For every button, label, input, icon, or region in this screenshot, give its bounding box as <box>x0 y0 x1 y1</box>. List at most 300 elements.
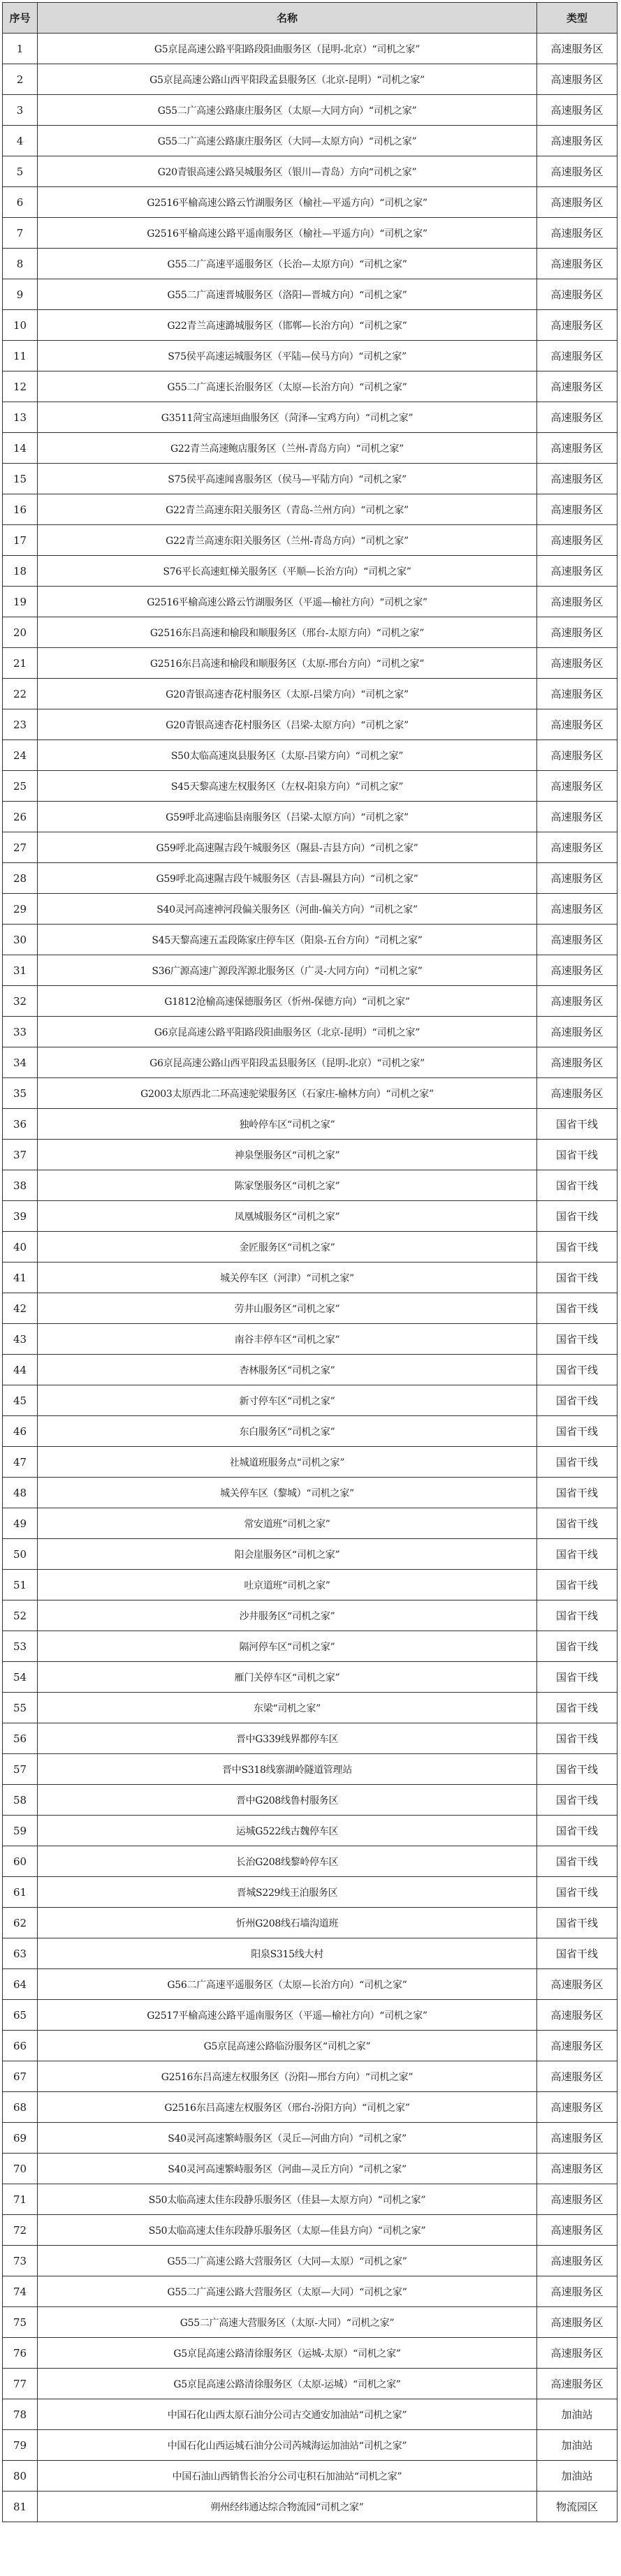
row-type: 国省干线 <box>537 1293 618 1324</box>
row-name: 劳井山服务区“司机之家” <box>38 1293 537 1324</box>
row-name: G2516东吕高速和榆段和顺服务区（太原-邢台方向）“司机之家” <box>38 648 537 679</box>
row-type: 国省干线 <box>537 1938 618 1969</box>
row-name: 独岭停车区“司机之家” <box>38 1109 537 1140</box>
row-name: G22青兰高速东阳关服务区（兰州-青岛方向）“司机之家” <box>38 525 537 556</box>
row-name: 忻州G208线石墙沟道班 <box>38 1908 537 1938</box>
header-name: 名称 <box>38 3 537 34</box>
table-row <box>3 64 618 95</box>
row-type: 高速服务区 <box>537 341 618 371</box>
table-row <box>3 1170 618 1201</box>
row-name: G20青银高速杏花村服务区（太原-吕梁方向）“司机之家” <box>38 679 537 709</box>
row-name: 运城G522线古魏停车区 <box>38 1816 537 1846</box>
table-row <box>3 1508 618 1539</box>
row-name: G3511菏宝高速垣曲服务区（菏泽—宝鸡方向）“司机之家” <box>38 402 537 433</box>
row-name: G22青兰高速东阳关服务区（青岛-兰州方向）“司机之家” <box>38 494 537 525</box>
table-row <box>3 1785 618 1816</box>
row-name: G2516东吕高速左权服务区（邢台-汾阳方向）“司机之家” <box>38 2092 537 2123</box>
table-row <box>3 1447 618 1478</box>
row-name: G22青兰高速潞城服务区（邯郸—长治方向）“司机之家” <box>38 310 537 341</box>
row-type: 高速服务区 <box>537 402 618 433</box>
row-type: 高速服务区 <box>537 126 618 156</box>
row-index: 27 <box>3 832 38 863</box>
table-row <box>3 310 618 341</box>
row-type: 高速服务区 <box>537 525 618 556</box>
row-type: 国省干线 <box>537 1140 618 1170</box>
row-name: G20青银高速杏花村服务区（吕梁-太原方向）“司机之家” <box>38 709 537 740</box>
row-name: 城关停车区（河津）“司机之家” <box>38 1263 537 1293</box>
row-index: 41 <box>3 1263 38 1293</box>
table-row <box>3 156 618 187</box>
row-type: 高速服务区 <box>537 2276 618 2307</box>
table-row <box>3 126 618 156</box>
row-name: G2516平榆高速公路平遥南服务区（榆社—平遥方向）“司机之家” <box>38 218 537 249</box>
row-index: 3 <box>3 95 38 126</box>
row-name: 阳会崖服务区“司机之家” <box>38 1539 537 1570</box>
table-row <box>3 802 618 832</box>
row-index: 63 <box>3 1938 38 1969</box>
row-type: 国省干线 <box>537 1170 618 1201</box>
table-row <box>3 894 618 925</box>
row-name: G1812沧榆高速保德服务区（忻州-保德方向）“司机之家” <box>38 986 537 1017</box>
row-type: 高速服务区 <box>537 832 618 863</box>
row-type: 高速服务区 <box>537 2000 618 2031</box>
row-name: 东白服务区“司机之家” <box>38 1416 537 1447</box>
row-index: 58 <box>3 1785 38 1816</box>
row-index: 33 <box>3 1017 38 1047</box>
row-index: 16 <box>3 494 38 525</box>
row-index: 51 <box>3 1570 38 1600</box>
row-name: G59呼北高速隰吉段午城服务区（吉县-隰县方向）“司机之家” <box>38 863 537 894</box>
row-name: S50太临高速太佳东段静乐服务区（太原—佳县方向）“司机之家” <box>38 2215 537 2246</box>
table-row <box>3 1263 618 1293</box>
row-type: 国省干线 <box>537 1508 618 1539</box>
row-name: G59呼北高速隰吉段午城服务区（隰县-吉县方向）“司机之家” <box>38 832 537 863</box>
row-index: 43 <box>3 1324 38 1355</box>
row-name: 社城道班服务点“司机之家” <box>38 1447 537 1478</box>
row-type: 国省干线 <box>537 1723 618 1754</box>
row-name: 新寸停车区“司机之家” <box>38 1385 537 1416</box>
row-index: 45 <box>3 1385 38 1416</box>
row-type: 国省干线 <box>537 1447 618 1478</box>
row-name: S36广源高速广源段浑源北服务区（广灵-大同方向）“司机之家” <box>38 955 537 986</box>
table-row <box>3 863 618 894</box>
row-type: 国省干线 <box>537 1201 618 1232</box>
row-name: G5京昆高速公路清徐服务区（运城-太原）“司机之家” <box>38 2338 537 2369</box>
table-header <box>3 3 618 34</box>
row-type: 高速服务区 <box>537 1078 618 1109</box>
row-name: G55二广高速公路康庄服务区（大同—太原方向）“司机之家” <box>38 126 537 156</box>
table-row <box>3 1385 618 1416</box>
row-index: 53 <box>3 1631 38 1662</box>
row-name: G5京昆高速公路平阳路段阳曲服务区（昆明-北京）“司机之家” <box>38 34 537 64</box>
row-name: G55二广高速公路大营服务区（太原—大同）“司机之家” <box>38 2276 537 2307</box>
row-type: 高速服务区 <box>537 2123 618 2154</box>
row-type: 高速服务区 <box>537 371 618 402</box>
table-row <box>3 2338 618 2369</box>
table-row <box>3 1047 618 1078</box>
row-index: 52 <box>3 1600 38 1631</box>
row-type: 国省干线 <box>537 1754 618 1785</box>
row-index: 54 <box>3 1662 38 1693</box>
row-name: 神泉堡服务区“司机之家” <box>38 1140 537 1170</box>
row-type: 国省干线 <box>537 1785 618 1816</box>
service-stations-table <box>2 2 618 2522</box>
row-index: 37 <box>3 1140 38 1170</box>
row-type: 国省干线 <box>537 1846 618 1877</box>
row-index: 26 <box>3 802 38 832</box>
table-row <box>3 2092 618 2123</box>
row-index: 56 <box>3 1723 38 1754</box>
table-row <box>3 218 618 249</box>
row-name: G5京昆高速公路山西平阳段孟县服务区（北京-昆明）“司机之家” <box>38 64 537 95</box>
table-row <box>3 1324 618 1355</box>
table-row <box>3 1478 618 1508</box>
row-index: 68 <box>3 2092 38 2123</box>
table-row <box>3 1908 618 1938</box>
row-type: 国省干线 <box>537 1816 618 1846</box>
row-type: 高速服务区 <box>537 894 618 925</box>
row-type: 高速服务区 <box>537 709 618 740</box>
row-name: 南谷丰停车区“司机之家” <box>38 1324 537 1355</box>
table-row <box>3 955 618 986</box>
table-row <box>3 1109 618 1140</box>
row-type: 高速服务区 <box>537 2031 618 2061</box>
row-index: 39 <box>3 1201 38 1232</box>
table-row <box>3 34 618 64</box>
table-row <box>3 2123 618 2154</box>
row-name: G55二广高速长治服务区（太原—长治方向）“司机之家” <box>38 371 537 402</box>
row-index: 64 <box>3 1969 38 2000</box>
row-name: 晋中G208线鲁村服务区 <box>38 1785 537 1816</box>
row-type: 加油站 <box>537 2430 618 2461</box>
table-row <box>3 1969 618 2000</box>
table-row <box>3 433 618 464</box>
row-index: 75 <box>3 2307 38 2338</box>
row-index: 28 <box>3 863 38 894</box>
table-row <box>3 986 618 1017</box>
row-index: 38 <box>3 1170 38 1201</box>
row-name: 中国石油山西销售长治分公司屯积石加油站“司机之家” <box>38 2461 537 2492</box>
row-type: 高速服务区 <box>537 955 618 986</box>
table-row <box>3 1078 618 1109</box>
row-name: S75侯平高速运城服务区（平陆—侯马方向）“司机之家” <box>38 341 537 371</box>
table-row <box>3 1846 618 1877</box>
row-index: 2 <box>3 64 38 95</box>
row-type: 高速服务区 <box>537 740 618 771</box>
row-index: 36 <box>3 1109 38 1140</box>
table-row <box>3 1600 618 1631</box>
table-row <box>3 1140 618 1170</box>
table-row <box>3 1816 618 1846</box>
row-type: 高速服务区 <box>537 218 618 249</box>
row-type: 高速服务区 <box>537 464 618 494</box>
row-type: 高速服务区 <box>537 679 618 709</box>
row-index: 5 <box>3 156 38 187</box>
row-type: 加油站 <box>537 2399 618 2430</box>
row-name: S40灵河高速繁峙服务区（河曲—灵丘方向）“司机之家” <box>38 2154 537 2184</box>
row-type: 高速服务区 <box>537 2307 618 2338</box>
row-type: 高速服务区 <box>537 2369 618 2399</box>
row-index: 50 <box>3 1539 38 1570</box>
row-index: 9 <box>3 279 38 310</box>
table-row <box>3 187 618 218</box>
row-name: 常安道班“司机之家” <box>38 1508 537 1539</box>
row-type: 高速服务区 <box>537 2246 618 2276</box>
table-row <box>3 95 618 126</box>
table-row <box>3 279 618 310</box>
table-row <box>3 1877 618 1908</box>
row-index: 35 <box>3 1078 38 1109</box>
row-name: G2516东吕高速和榆段和顺服务区（邢台-太原方向）“司机之家” <box>38 617 537 648</box>
row-type: 高速服务区 <box>537 2061 618 2092</box>
table-row <box>3 1938 618 1969</box>
row-name: G2517平榆高速公路平遥南服务区（平遥—榆社方向）“司机之家” <box>38 2000 537 2031</box>
row-name: G2516东吕高速左权服务区（汾阳—邢台方向）“司机之家” <box>38 2061 537 2092</box>
row-index: 57 <box>3 1754 38 1785</box>
row-index: 40 <box>3 1232 38 1263</box>
row-type: 高速服务区 <box>537 64 618 95</box>
table-body <box>3 34 618 2522</box>
table-row <box>3 709 618 740</box>
row-index: 67 <box>3 2061 38 2092</box>
table-row <box>3 556 618 587</box>
table-row <box>3 648 618 679</box>
row-index: 72 <box>3 2215 38 2246</box>
row-index: 80 <box>3 2461 38 2492</box>
row-type: 高速服务区 <box>537 2215 618 2246</box>
table-row <box>3 1293 618 1324</box>
row-name: G20青银高速公路吴城服务区（银川—青岛）方向“司机之家” <box>38 156 537 187</box>
table-row <box>3 341 618 371</box>
row-type: 高速服务区 <box>537 925 618 955</box>
row-name: 晋中S318线寨湖岭隧道管理站 <box>38 1754 537 1785</box>
row-index: 29 <box>3 894 38 925</box>
row-index: 20 <box>3 617 38 648</box>
table-row <box>3 1693 618 1723</box>
table-row <box>3 249 618 279</box>
row-name: G55二广高速晋城服务区（洛阳—晋城方向）“司机之家” <box>38 279 537 310</box>
table-row <box>3 1723 618 1754</box>
table-row <box>3 1631 618 1662</box>
row-type: 高速服务区 <box>537 2184 618 2215</box>
table-row <box>3 1539 618 1570</box>
row-index: 62 <box>3 1908 38 1938</box>
row-name: 城关停车区（黎城）“司机之家” <box>38 1478 537 1508</box>
row-name: 凤凰城服务区“司机之家” <box>38 1201 537 1232</box>
row-type: 国省干线 <box>537 1693 618 1723</box>
row-index: 15 <box>3 464 38 494</box>
row-name: G55二广高速公路大营服务区（大同—太原）“司机之家” <box>38 2246 537 2276</box>
row-type: 国省干线 <box>537 1232 618 1263</box>
row-name: 阳泉S315线大村 <box>38 1938 537 1969</box>
table-row <box>3 587 618 617</box>
table-row <box>3 1201 618 1232</box>
row-type: 高速服务区 <box>537 279 618 310</box>
row-index: 44 <box>3 1355 38 1385</box>
row-name: S50太临高速岚县服务区（太原-吕梁方向）“司机之家” <box>38 740 537 771</box>
row-type: 高速服务区 <box>537 1017 618 1047</box>
row-name: S45天黎高速左权服务区（左权-阳泉方向）“司机之家” <box>38 771 537 802</box>
row-name: G55二广高速公路康庄服务区（太原—大同方向）“司机之家” <box>38 95 537 126</box>
row-index: 71 <box>3 2184 38 2215</box>
row-type: 国省干线 <box>537 1539 618 1570</box>
row-type: 高速服务区 <box>537 494 618 525</box>
table-row <box>3 771 618 802</box>
row-name: 晋中G339线界都停车区 <box>38 1723 537 1754</box>
row-type: 高速服务区 <box>537 802 618 832</box>
row-type: 高速服务区 <box>537 187 618 218</box>
row-type: 高速服务区 <box>537 617 618 648</box>
row-name: 隔河停车区“司机之家” <box>38 1631 537 1662</box>
row-type: 高速服务区 <box>537 2092 618 2123</box>
row-index: 46 <box>3 1416 38 1447</box>
row-type: 高速服务区 <box>537 34 618 64</box>
row-index: 47 <box>3 1447 38 1478</box>
row-name: G56二广高速平遥服务区（太原—长治方向）“司机之家” <box>38 1969 537 2000</box>
row-index: 55 <box>3 1693 38 1723</box>
table-row <box>3 2000 618 2031</box>
row-index: 78 <box>3 2399 38 2430</box>
header-type: 类型 <box>537 3 618 34</box>
row-index: 79 <box>3 2430 38 2461</box>
row-index: 76 <box>3 2338 38 2369</box>
table-row <box>3 1662 618 1693</box>
table-row <box>3 2184 618 2215</box>
row-name: 长治G208线黎岭停车区 <box>38 1846 537 1877</box>
row-type: 国省干线 <box>537 1600 618 1631</box>
header-row <box>3 3 618 34</box>
table-row <box>3 2307 618 2338</box>
row-type: 国省干线 <box>537 1877 618 1908</box>
row-name: 中国石化山西运城石油分公司芮城海运加油站“司机之家” <box>38 2430 537 2461</box>
row-index: 21 <box>3 648 38 679</box>
row-name: G2516平榆高速公路云竹湖服务区（平遥—榆社方向）“司机之家” <box>38 587 537 617</box>
row-type: 高速服务区 <box>537 95 618 126</box>
row-index: 25 <box>3 771 38 802</box>
table-row <box>3 402 618 433</box>
row-index: 11 <box>3 341 38 371</box>
row-index: 74 <box>3 2276 38 2307</box>
row-index: 65 <box>3 2000 38 2031</box>
row-type: 高速服务区 <box>537 249 618 279</box>
table-row <box>3 1232 618 1263</box>
row-type: 国省干线 <box>537 1570 618 1600</box>
row-type: 高速服务区 <box>537 587 618 617</box>
table-row <box>3 2215 618 2246</box>
row-name: 陈家堡服务区“司机之家” <box>38 1170 537 1201</box>
row-name: 东梁“司机之家” <box>38 1693 537 1723</box>
row-index: 1 <box>3 34 38 64</box>
row-index: 22 <box>3 679 38 709</box>
row-index: 19 <box>3 587 38 617</box>
row-name: 杏林服务区“司机之家” <box>38 1355 537 1385</box>
row-name: G2516平榆高速公路云竹湖服务区（榆社—平遥方向）“司机之家” <box>38 187 537 218</box>
row-type: 高速服务区 <box>537 648 618 679</box>
row-index: 48 <box>3 1478 38 1508</box>
row-index: 4 <box>3 126 38 156</box>
row-index: 12 <box>3 371 38 402</box>
row-index: 61 <box>3 1877 38 1908</box>
row-type: 国省干线 <box>537 1385 618 1416</box>
row-index: 31 <box>3 955 38 986</box>
row-name: 吐京道班“司机之家” <box>38 1570 537 1600</box>
table-row <box>3 1416 618 1447</box>
row-name: S75侯平高速闻喜服务区（侯马—平陆方向）“司机之家” <box>38 464 537 494</box>
table-row <box>3 617 618 648</box>
row-type: 国省干线 <box>537 1263 618 1293</box>
row-index: 18 <box>3 556 38 587</box>
row-type: 国省干线 <box>537 1416 618 1447</box>
row-type: 加油站 <box>537 2461 618 2492</box>
row-name: S76平长高速虹梯关服务区（平顺—长治方向）“司机之家” <box>38 556 537 587</box>
row-name: S40灵河高速神河段偏关服务区（河曲-偏关方向）“司机之家” <box>38 894 537 925</box>
row-type: 国省干线 <box>537 1908 618 1938</box>
row-name: S45天黎高速五盂段陈家庄停车区（阳泉-五台方向）“司机之家” <box>38 925 537 955</box>
table-row <box>3 494 618 525</box>
row-index: 59 <box>3 1816 38 1846</box>
row-index: 66 <box>3 2031 38 2061</box>
row-name: 沙井服务区“司机之家” <box>38 1600 537 1631</box>
row-name: G2003太原西北二环高速驼梁服务区（石家庄-榆林方向）“司机之家” <box>38 1078 537 1109</box>
table-row <box>3 525 618 556</box>
table-row <box>3 1355 618 1385</box>
row-index: 23 <box>3 709 38 740</box>
row-name: G6京昆高速公路平阳路段阳曲服务区（北京-昆明）“司机之家” <box>38 1017 537 1047</box>
table-row <box>3 925 618 955</box>
row-name: S40灵河高速繁峙服务区（灵丘—河曲方向）“司机之家” <box>38 2123 537 2154</box>
row-type: 高速服务区 <box>537 1969 618 2000</box>
row-name: G22青兰高速鲍店服务区（兰州-青岛方向）“司机之家” <box>38 433 537 464</box>
row-index: 6 <box>3 187 38 218</box>
row-type: 高速服务区 <box>537 2338 618 2369</box>
row-index: 14 <box>3 433 38 464</box>
row-type: 国省干线 <box>537 1662 618 1693</box>
row-name: S50太临高速太佳东段静乐服务区（佳县—太原方向）“司机之家” <box>38 2184 537 2215</box>
row-index: 49 <box>3 1508 38 1539</box>
row-name: G55二广高速大营服务区（太原-大同）“司机之家” <box>38 2307 537 2338</box>
table-row <box>3 2369 618 2399</box>
table-row <box>3 2399 618 2430</box>
row-name: G5京昆高速公路临汾服务区“司机之家” <box>38 2031 537 2061</box>
table-row <box>3 464 618 494</box>
row-name: 晋城S229线王泊服务区 <box>38 1877 537 1908</box>
row-name: G55二广高速平遥服务区（长治—太原方向）“司机之家” <box>38 249 537 279</box>
row-type: 物流园区 <box>537 2492 618 2522</box>
row-type: 高速服务区 <box>537 433 618 464</box>
row-type: 国省干线 <box>537 1324 618 1355</box>
row-index: 73 <box>3 2246 38 2276</box>
table-row <box>3 2276 618 2307</box>
row-index: 69 <box>3 2123 38 2154</box>
row-type: 高速服务区 <box>537 771 618 802</box>
table-row <box>3 1570 618 1600</box>
row-type: 高速服务区 <box>537 986 618 1017</box>
row-index: 24 <box>3 740 38 771</box>
table-row <box>3 2061 618 2092</box>
table-row <box>3 679 618 709</box>
row-type: 国省干线 <box>537 1355 618 1385</box>
table-row <box>3 1017 618 1047</box>
row-index: 17 <box>3 525 38 556</box>
table-row <box>3 2430 618 2461</box>
row-type: 高速服务区 <box>537 156 618 187</box>
row-index: 77 <box>3 2369 38 2399</box>
table-row <box>3 740 618 771</box>
row-index: 70 <box>3 2154 38 2184</box>
table-row <box>3 371 618 402</box>
row-index: 42 <box>3 1293 38 1324</box>
row-name: 朔州经纬通达综合物流园“司机之家” <box>38 2492 537 2522</box>
